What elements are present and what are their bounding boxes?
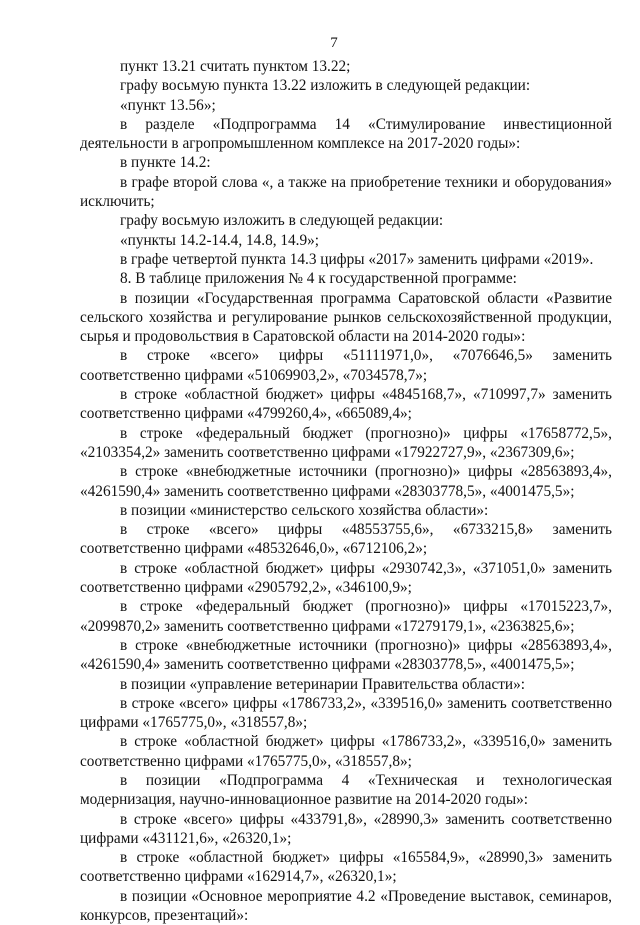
paragraph: в строке «федеральный бюджет (прогнозно)» цифры «17015223,7», «2099870,2» заменить соответственно цифрами «17279179,1», «2363825,6»; [80, 598, 612, 635]
paragraph: 8. В таблице приложения № 4 к государственной программе: [120, 270, 517, 288]
paragraph: в строке «всего» цифры «51111971,0», «7076646,5» заменить соответственно цифрами «51069903,2», «7034578,7»; [80, 347, 612, 384]
paragraph: «пункты 14.2-14.4, 14.8, 14.9»; [120, 231, 320, 249]
paragraph: графу восьмую пункта 13.22 изложить в следующей редакции: [120, 77, 531, 95]
paragraph: в позиции «министерство сельского хозяйства области»: [120, 501, 489, 519]
paragraph: в строке «внебюджетные источники (прогнозно)» цифры «28563893,4», «4261590,4» заменить соответственно цифрами «28303778,5», «4001475,5»; [80, 636, 612, 674]
paragraph: в разделе «Подпрограмма 14 «Стимулирование инвестиционной деятельности в агропромышленном комплексе на 2017-2020 годы»: [80, 115, 612, 153]
paragraph: в строке «областной бюджет» цифры «2930742,3», «371051,0» заменить соответственно цифрами «2905792,2», «346100,9»; [80, 559, 612, 597]
paragraph: в строке «всего» цифры «48553755,6», «6733215,8» заменить соответственно цифрами «48532646,0», «6712106,2»; [80, 521, 612, 558]
paragraph: в строке «всего» цифры «433791,8», «28990,3» заменить соответственно цифрами «431121,6», «26320,1»; [80, 810, 612, 847]
paragraph: в строке «областной бюджет» цифры «4845168,7», «710997,7» заменить соответственно цифрами «4799260,4», «665089,4»; [80, 386, 612, 423]
paragraph: в позиции «Государственная программа Саратовской области «Развитие сельского хозяйства и регулирование рынков сельскохозяйственной продукции, сырья и продовольствия в Саратовской области на 2014-2020 годы»: [80, 289, 612, 346]
paragraph: в графе четвертой пункта 14.3 цифры «2017» заменить цифрами «2019». [120, 250, 594, 268]
paragraph: в строке «федеральный бюджет (прогнозно)» цифры «17658772,5», «2103354,2» заменить соответственно цифрами «17922727,9», «2367309,6»; [80, 424, 612, 461]
page-number: 7 [330, 35, 338, 51]
paragraph: в строке «внебюджетные источники (прогнозно)» цифры «28563893,4», «4261590,4» заменить соответственно цифрами «28303778,5», «4001475,5»; [80, 463, 612, 500]
document-body [80, 57, 612, 925]
paragraph: в строке «областной бюджет» цифры «1786733,2», «339516,0» заменить соответственно цифрами «1765775,0», «318557,8»; [80, 733, 612, 770]
paragraph: в пункте 14.2: [120, 154, 211, 172]
paragraph: в позиции «управление ветеринарии Правительства области»: [120, 675, 526, 693]
paragraph: «пункт 13.56»; [120, 96, 216, 114]
paragraph: в графе второй слова «, а также на приобретение техники и оборудования» исключить; [80, 173, 612, 211]
paragraph: в позиции «Подпрограмма 4 «Техническая и технологическая модернизация, научно-инновационное развитие на 2014-2020 годы»: [80, 771, 612, 809]
paragraph: пункт 13.21 считать пунктом 13.22; [120, 58, 351, 75]
paragraph: графу восьмую изложить в следующей редакции: [120, 212, 444, 230]
paragraph: в строке «всего» цифры «1786733,2», «339516,0» заменить соответственно цифрами «1765775,0», «318557,8»; [80, 694, 612, 732]
paragraph: в строке «областной бюджет» цифры «165584,9», «28990,3» заменить соответственно цифрами «162914,7», «26320,1»; [80, 849, 612, 886]
paragraph: в позиции «Основное мероприятие 4.2 «Проведение выставок, семинаров, конкурсов, презентаций»: [80, 887, 612, 925]
